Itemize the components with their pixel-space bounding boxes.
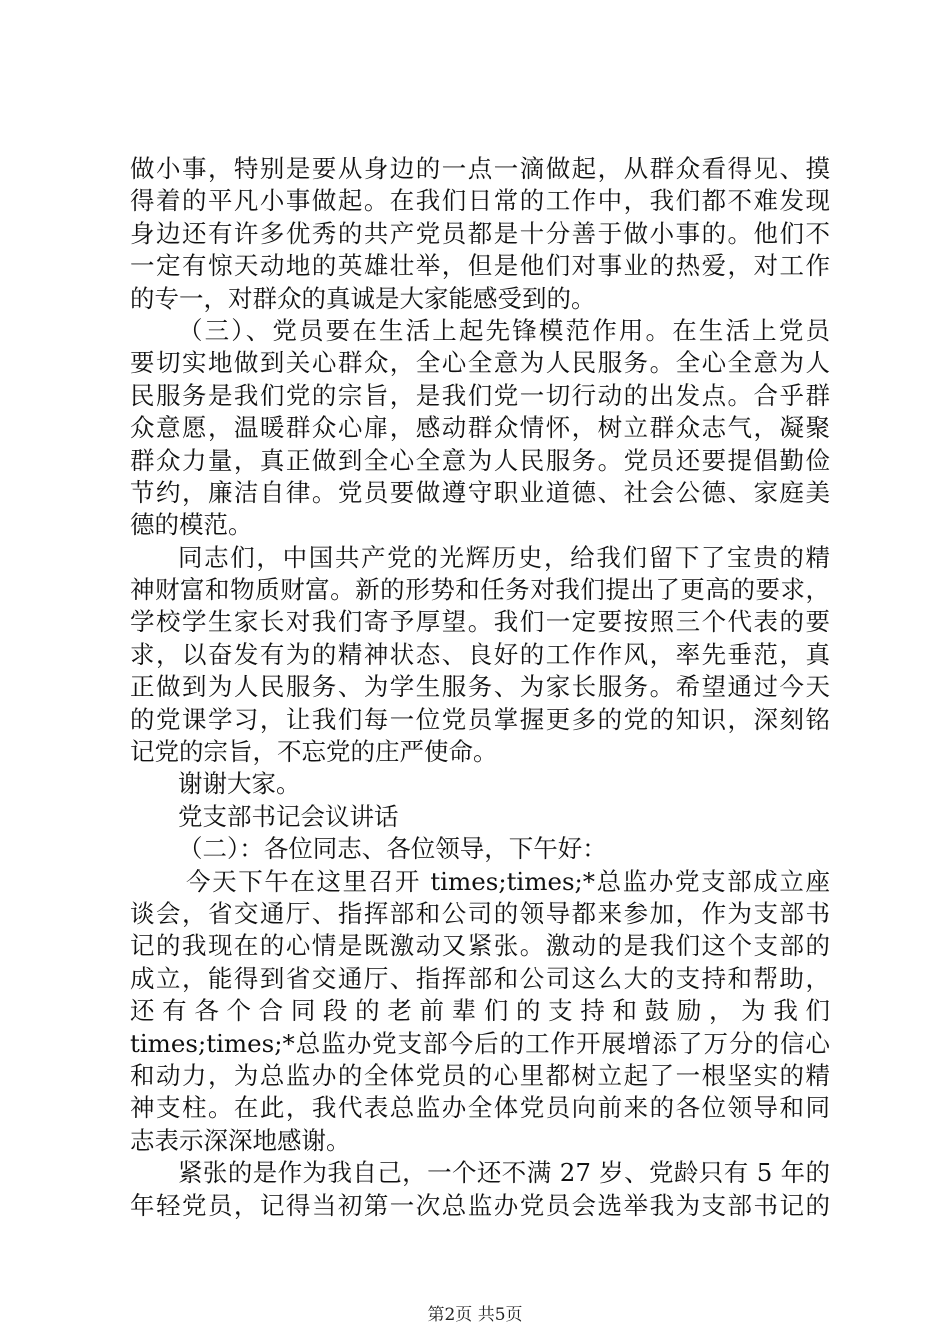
body-line: 神财富和物质财富。新的形势和任务对我们提出了更高的要求， bbox=[130, 575, 830, 605]
body-line: 群众力量，真正做到全心全意为人民服务。党员还要提倡勤俭 bbox=[130, 445, 830, 475]
body-line: 得着的平凡小事做起。在我们日常的工作中，我们都不难发现 bbox=[130, 186, 830, 216]
body-line: 身边还有许多优秀的共产党员都是十分善于做小事的。他们不 bbox=[130, 218, 830, 248]
body-line: （三）、党员要在生活上起先锋模范作用。在生活上党员 bbox=[178, 315, 830, 345]
body-line: 记党的宗旨，不忘党的庄严使命。 bbox=[130, 737, 498, 767]
body-line: （二）：各位同志、各位领导，下午好： bbox=[178, 834, 607, 864]
body-line: 众意愿，温暖群众心扉，感动群众情怀，树立群众志气，凝聚 bbox=[130, 413, 830, 443]
body-line: 谢谢大家。 bbox=[178, 769, 301, 799]
body-line: 紧张的是作为我自己，一个还不满 27 岁、党龄只有 5 年的 bbox=[178, 1158, 830, 1188]
body-line: 成立，能得到省交通厅、指挥部和公司这么大的支持和帮助， bbox=[130, 963, 830, 993]
body-line: 一定有惊天动地的英雄壮举，但是他们对事业的热爱，对工作 bbox=[130, 251, 830, 281]
body-line: 志表示深深地感谢。 bbox=[130, 1125, 351, 1155]
body-line: times;times;*总监办党支部今后的工作开展增添了万分的信心 bbox=[130, 1028, 830, 1058]
body-line: 和动力，为总监办的全体党员的心里都树立起了一根坚实的精 bbox=[130, 1060, 830, 1090]
body-line: 谈会，省交通厅、指挥部和公司的领导都来参加，作为支部书 bbox=[130, 898, 830, 928]
body-line: 求，以奋发有为的精神状态、良好的工作作风，率先垂范，真 bbox=[130, 639, 830, 669]
body-line: 民服务是我们党的宗旨，是我们党一切行动的出发点。合乎群 bbox=[130, 380, 830, 410]
page-footer: 第2页 共5页 bbox=[427, 1305, 523, 1325]
body-line: 做小事，特别是要从身边的一点一滴做起，从群众看得见、摸 bbox=[130, 154, 830, 183]
body-line: 年轻党员，记得当初第一次总监办党员会选举我为支部书记的 bbox=[130, 1190, 830, 1220]
body-line: 记的我现在的心情是既激动又紧张。激动的是我们这个支部的 bbox=[130, 931, 830, 961]
body-line: 德的模范。 bbox=[130, 510, 253, 540]
body-line: 要切实地做到关心群众，全心全意为人民服务。全心全意为人 bbox=[130, 348, 830, 378]
body-line: 还有各个合同段的老前辈们的支持和鼓励，为我们 bbox=[130, 996, 830, 1026]
section-heading: 党支部书记会议讲话 bbox=[178, 801, 399, 831]
body-line: 节约，廉洁自律。党员要做遵守职业道德、社会公德、家庭美 bbox=[130, 477, 830, 507]
body-line: 学校学生家长对我们寄予厚望。我们一定要按照三个代表的要 bbox=[130, 607, 830, 637]
body-line: 正做到为人民服务、为学生服务、为家长服务。希望通过今天 bbox=[130, 672, 830, 702]
body-line: 的党课学习，让我们每一位党员掌握更多的党的知识，深刻铭 bbox=[130, 704, 830, 734]
body-line: 的专一，对群众的真诚是大家能感受到的。 bbox=[130, 283, 596, 313]
body-line: 今天下午在这里召开 times;times;*总监办党支部成立座 bbox=[186, 866, 830, 896]
body-line: 神支柱。在此，我代表总监办全体党员向前来的各位领导和同 bbox=[130, 1093, 830, 1123]
body-line: 同志们，中国共产党的光辉历史，给我们留下了宝贵的精 bbox=[178, 542, 830, 572]
document-body bbox=[130, 153, 830, 1222]
